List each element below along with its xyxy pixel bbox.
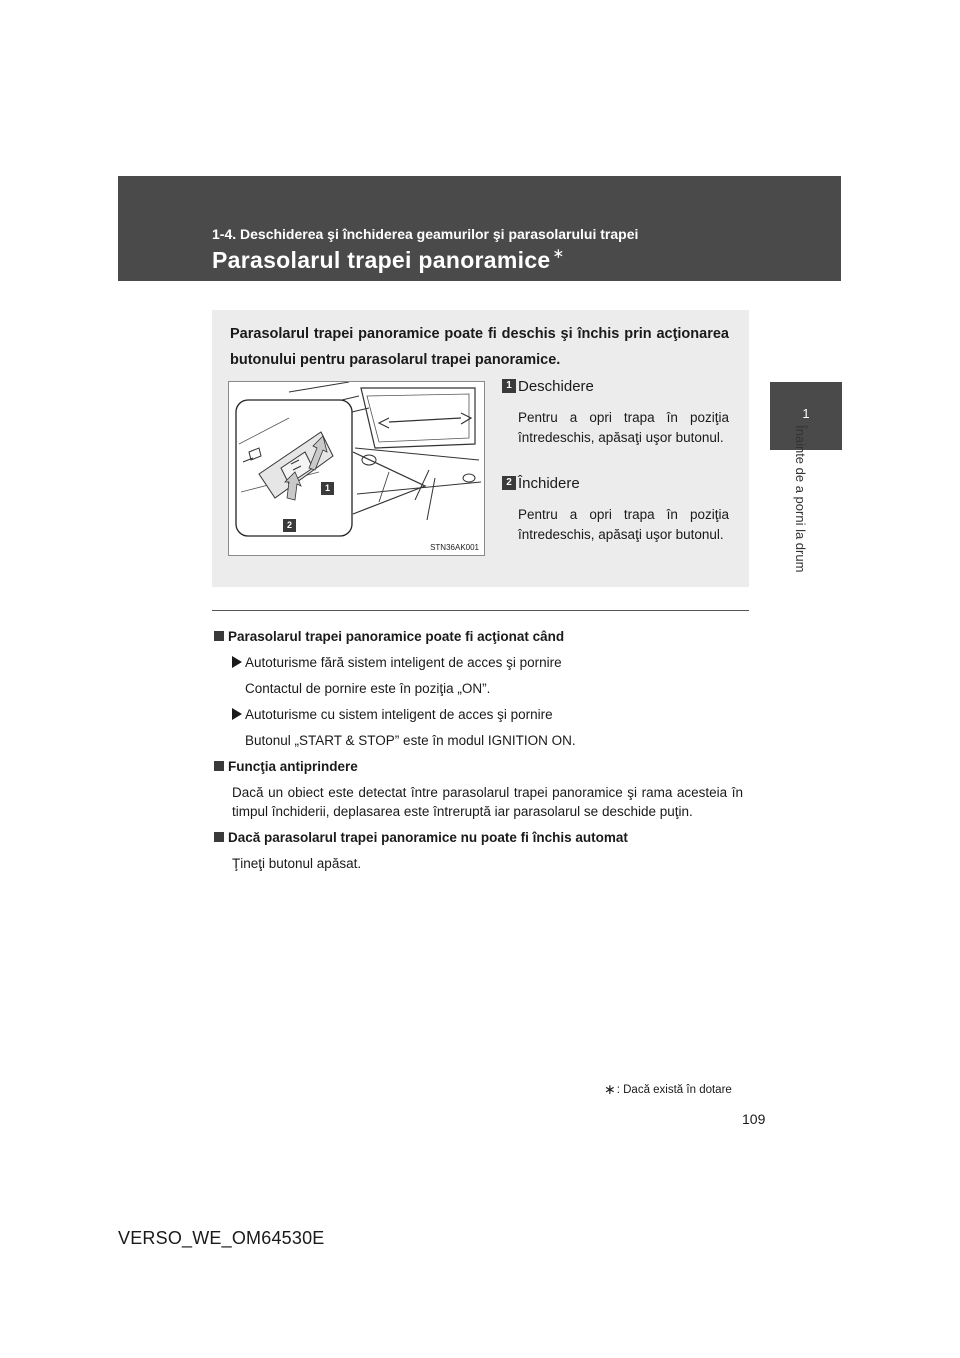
square-bullet-icon bbox=[214, 832, 224, 842]
footnote bbox=[604, 1080, 732, 1097]
list-item bbox=[212, 653, 743, 672]
title-asterisk-mark: ∗ bbox=[552, 245, 565, 261]
chapter-number: 1 bbox=[802, 406, 810, 421]
page-title-text: Parasolarul trapei panoramice bbox=[212, 247, 551, 273]
intro-box bbox=[212, 310, 749, 587]
step-close-number: 2 bbox=[502, 476, 516, 490]
step-close bbox=[502, 474, 729, 545]
step-close-description: Pentru a opri trapa în poziţia întredeschis, apăsaţi uşor butonul. bbox=[518, 507, 729, 542]
manual-close-text: Ţineţi butonul apăsat. bbox=[232, 856, 362, 871]
intro-text: Parasolarul trapei panoramice poate fi deschis şi închis prin acţionarea butonului pentru parasolarul trapei panoramice. bbox=[230, 326, 729, 368]
operation-heading-text: Parasolarul trapei panoramice poate fi acţionat când bbox=[228, 629, 565, 644]
step-open-title bbox=[502, 377, 729, 397]
footnote-asterisk-mark: ∗ bbox=[604, 1081, 616, 1097]
footnote-text: : Dacă există în dotare bbox=[616, 1084, 732, 1096]
step-close-title bbox=[502, 474, 729, 494]
list-item-detail: Butonul „START & STOP” este în modul IGNITION ON. bbox=[245, 733, 576, 748]
chapter-label: Înainte de a porni la drum bbox=[793, 425, 808, 573]
triangle-arrow-icon bbox=[232, 708, 242, 720]
figure-callout-2: 2 bbox=[283, 519, 296, 532]
square-bullet-icon bbox=[214, 631, 224, 641]
list-item-label: Autoturisme cu sistem inteligent de acces şi pornire bbox=[245, 707, 553, 722]
anti-pinch-text: Dacă un obiect este detectat între parasolarul trapei panoramice şi rama acesteia în timpul închiderii, deplasarea este întreruptă iar parasolarul se deschide puţin. bbox=[232, 785, 743, 819]
triangle-arrow-icon bbox=[232, 656, 242, 668]
page-title bbox=[212, 247, 565, 274]
manual-close-heading-text: Dacă parasolarul trapei panoramice nu poate fi închis automat bbox=[228, 830, 628, 845]
overhead-console-drawing bbox=[229, 382, 484, 555]
operation-heading bbox=[212, 627, 743, 646]
sunshade-switch-illustration bbox=[228, 381, 485, 556]
step-open-number: 1 bbox=[502, 379, 516, 393]
figure-code: STN36AK001 bbox=[430, 543, 479, 552]
page-number: 109 bbox=[742, 1111, 766, 1127]
anti-pinch-heading bbox=[212, 757, 743, 776]
square-bullet-icon bbox=[214, 761, 224, 771]
step-open-description: Pentru a opri trapa în poziţia întredeschis, apăsaţi uşor butonul. bbox=[518, 410, 729, 445]
section-title: 1-4. Deschiderea şi închiderea geamurilor şi parasolarului trapei bbox=[212, 226, 639, 242]
section-divider bbox=[212, 610, 749, 611]
list-item-label: Autoturisme fără sistem inteligent de acces şi pornire bbox=[245, 655, 562, 670]
list-item bbox=[212, 705, 743, 724]
list-item-detail: Contactul de pornire este în poziţia „ON”. bbox=[245, 681, 491, 696]
step-close-label: Închidere bbox=[518, 475, 580, 492]
step-open-label: Deschidere bbox=[518, 378, 594, 395]
manual-close-heading bbox=[212, 828, 743, 847]
notes-body bbox=[212, 627, 743, 880]
anti-pinch-heading-text: Funcţia antiprindere bbox=[228, 759, 358, 774]
step-open bbox=[502, 377, 729, 448]
figure-callout-1: 1 bbox=[321, 482, 334, 495]
document-code: VERSO_WE_OM64530E bbox=[118, 1228, 325, 1248]
